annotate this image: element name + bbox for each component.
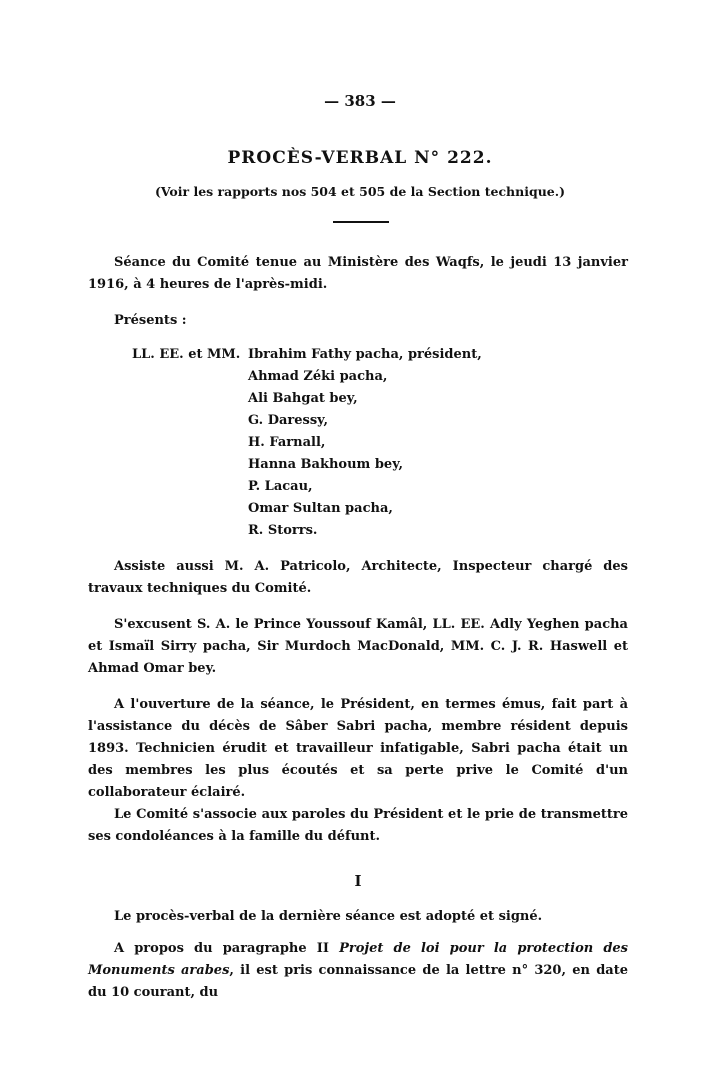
- seance-paragraph: Séance du Comité tenue au Ministère des Waqfs, le jeudi 13 janvier 1916, à 4 heures de l'après-midi.: [88, 255, 628, 292]
- member-item: R. Storrs.: [248, 523, 318, 538]
- document-title: PROCÈS-VERBAL N° 222.: [227, 148, 493, 168]
- member-item: Hanna Bakhoum bey,: [248, 457, 404, 472]
- member-item: Ali Bahgat bey,: [248, 391, 358, 406]
- document-body: [88, 252, 628, 1004]
- member-item: Omar Sultan pacha,: [248, 501, 393, 516]
- presents-label: Présents :: [114, 313, 187, 328]
- member-item: G. Daressy,: [248, 413, 328, 428]
- ouverture-paragraph: A l'ouverture de la séance, le Président, en termes émus, fait part à l'assistance du décès de Sâber Sabri pacha, membre résident depuis 1893. Technicien érudit et travailleur infatigable, Sabri pacha était un des membres les plus écoutés et sa perte prive le Comité d'un collaborateur éclairé.: [88, 697, 628, 800]
- apropos-text-a: A propos du paragraphe II: [114, 941, 340, 956]
- member-item: H. Farnall,: [248, 435, 326, 450]
- document-subtitle: (Voir les rapports nos 504 et 505 de la Section technique.): [154, 184, 566, 199]
- section-numeral: I: [354, 872, 362, 890]
- associe-paragraph: Le Comité s'associe aux paroles du Président et le prie de transmettre ses condoléances à la famille du défunt.: [88, 807, 628, 844]
- page-number: — 383 —: [324, 92, 396, 110]
- law-title: Projet de loi pour la protection des Monuments arabes: [88, 941, 628, 978]
- excusent-paragraph: S'excusent S. A. le Prince Youssouf Kamâl, LL. EE. Adly Yeghen pacha et Ismaïl Sirry pacha, Sir Murdoch MacDonald, MM. C. J. R. Haswell et Ahmad Omar bey.: [88, 617, 628, 676]
- apropos-paragraph: [88, 938, 628, 1004]
- members-list: [132, 344, 628, 542]
- member-item: Ibrahim Fathy pacha, président,: [248, 347, 482, 362]
- title-divider: [333, 221, 389, 223]
- adopte-paragraph: Le procès-verbal de la dernière séance est adopté et signé.: [114, 909, 543, 924]
- apropos-text-b: , il est pris connaissance de la lettre n° 320, en date du 10 courant, du: [88, 963, 628, 1000]
- member-item: P. Lacau,: [248, 479, 313, 494]
- assiste-paragraph: Assiste aussi M. A. Patricolo, Architecte, Inspecteur chargé des travaux techniques du Comité.: [88, 559, 628, 596]
- member-item: Ahmad Zéki pacha,: [248, 369, 388, 384]
- members-lead: LL. EE. et MM.: [132, 347, 241, 362]
